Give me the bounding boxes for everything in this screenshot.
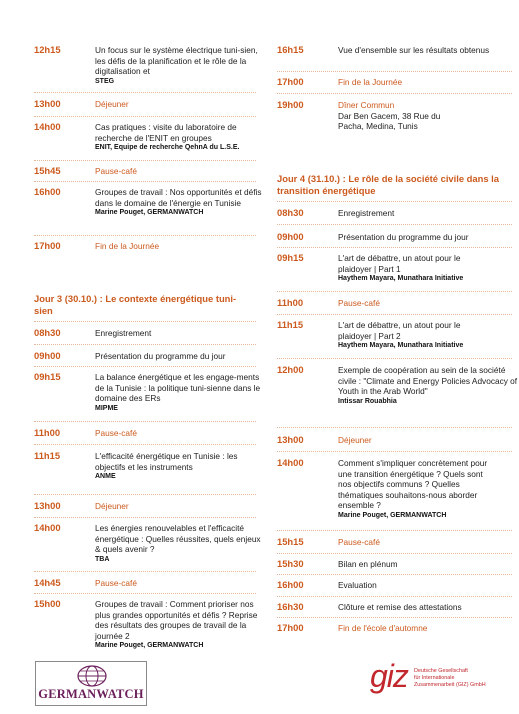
entry-text: Pause-café: [95, 166, 137, 176]
entry-description: [95, 122, 265, 154]
entry-text: Comment s'impliquer concrètement pour une transition énergétique ? Quels sont nos objectifs communs ? Quelles thématiques souhaitons-nous aborder ensemble ?: [338, 458, 488, 511]
entry-time: 15h00: [34, 598, 61, 609]
entry-time: 08h30: [277, 207, 304, 218]
entry-description: [95, 328, 265, 339]
entry-text: Enregistrement: [338, 208, 395, 218]
entry-text: Bilan en plénum: [338, 559, 398, 569]
entry-description: [338, 435, 518, 446]
entry-time: 17h00: [277, 622, 304, 633]
entry-time: 17h00: [34, 240, 61, 251]
entry-time: 14h45: [34, 577, 61, 588]
entry-text: Cas pratiques : visite du laboratoire de recherche de l'ENIT en groupes: [95, 122, 237, 143]
germanwatch-logo: [35, 661, 147, 706]
entry-text: Groupes de travail : Comment prioriser nos plus grandes opportunités et défis ? Reprise des résultats des groupes de travail de la journée 2: [95, 599, 258, 641]
divider: [277, 574, 512, 575]
entry-text: L'efficacité énergétique en Tunisie : les objectifs et les instruments: [95, 451, 238, 472]
divider: [277, 291, 512, 292]
day-heading: Jour 3 (30.10.) : Le contexte énergétique tuni-sien: [34, 293, 237, 316]
entry-time: 14h00: [277, 457, 304, 468]
entry-text: Un focus sur le système électrique tuni-sien, les défis de la planification et le rôle de la digitalisation et: [95, 45, 258, 77]
divider: [34, 344, 256, 345]
divider: [34, 181, 256, 182]
divider: [34, 421, 256, 422]
entry-text: Pause-café: [338, 298, 380, 308]
entry-speaker: ENIT, Equipe de recherche QehnA du L.S.E.: [95, 144, 240, 152]
day-heading: Jour 4 (31.10.) : Le rôle de la société civile dans la transition énergétique: [277, 173, 499, 196]
entry-time: 12h15: [34, 44, 61, 55]
entry-text: Présentation du programme du jour: [95, 351, 226, 361]
entry-time: 08h30: [34, 327, 61, 338]
entry-description: [338, 320, 518, 352]
entry-speaker: MIPME: [95, 404, 118, 412]
divider: [277, 553, 512, 554]
entry-text: L'art de débattre, un atout pour le plaidoyer | Part 1: [338, 253, 461, 274]
entry-text: Pause-café: [95, 428, 137, 438]
divider: [34, 160, 256, 161]
entry-description: [338, 232, 518, 243]
divider: [277, 71, 512, 72]
entry-text: Pause-café: [338, 537, 380, 547]
divider: [34, 366, 256, 367]
entry-speaker: Intissar Rouabhia: [338, 397, 397, 405]
entry-text: Enregistrement: [95, 328, 152, 338]
divider: [34, 494, 256, 495]
entry-text: La balance énergétique et les engage-ments de la Tunisie : la politique tuni-sienne dans le domaine des ERs: [95, 372, 261, 404]
entry-speaker: Haythem Mayara, Munathara Initiative: [338, 275, 464, 283]
entry-time: 19h00: [277, 99, 304, 110]
divider: [34, 593, 256, 594]
entry-text: Clôture et remise des attestations: [338, 602, 462, 612]
entry-time: 13h00: [277, 434, 304, 445]
entry-description: [95, 45, 265, 87]
entry-text: Vue d'ensemble sur les résultats obtenus: [338, 45, 490, 55]
divider: [34, 444, 256, 445]
entry-time: 16h15: [277, 44, 304, 55]
entry-text: Dîner Commun: [338, 100, 395, 110]
entry-text: Les énergies renouvelables et l'efficacité énergétique : Quelles réussites, quels enjeux & quels avenir ?: [95, 523, 261, 555]
entry-speaker: ANME: [95, 473, 116, 481]
entry-time: 14h00: [34, 121, 61, 132]
entry-description: [338, 298, 518, 309]
entry-description: [338, 559, 518, 570]
entry-description: [338, 100, 518, 132]
entry-description: [338, 365, 518, 407]
entry-time: 09h15: [34, 371, 61, 382]
germanwatch-wordmark: GERMANWATCH: [38, 687, 144, 701]
divider: [277, 358, 512, 359]
giz-name-line: für Internationale: [414, 675, 455, 681]
divider: [277, 617, 512, 618]
entry-time: 09h15: [277, 252, 304, 263]
entry-description: [95, 523, 265, 565]
entry-description: [95, 99, 265, 110]
entry-time: 11h15: [277, 319, 304, 330]
entry-description: [95, 599, 265, 652]
entry-time: 12h00: [277, 364, 304, 375]
entry-time: 15h15: [277, 536, 304, 547]
entry-description: [95, 451, 265, 483]
globe-icon: [72, 665, 112, 687]
entry-speaker: STEG: [95, 77, 115, 85]
entry-time: 16h00: [277, 579, 304, 590]
entry-text: Fin de l'école d'automne: [338, 623, 428, 633]
entry-time: 17h00: [277, 76, 304, 87]
divider: [34, 321, 256, 322]
divider: [34, 235, 256, 236]
entry-time: 15h45: [34, 165, 61, 176]
entry-time: 15h30: [277, 558, 304, 569]
entry-time: 14h00: [34, 522, 61, 533]
divider: [34, 116, 256, 117]
divider: [277, 427, 512, 428]
entry-speaker: Marine Pouget, GERMANWATCH: [95, 642, 204, 650]
entry-text: Fin de la Journée: [95, 241, 160, 251]
giz-name-line: Zusammenarbeit (GIZ) GmbH: [414, 682, 486, 688]
entry-time: 11h15: [34, 450, 61, 461]
entry-description: [338, 623, 518, 634]
divider: [34, 517, 256, 518]
divider: [34, 571, 256, 572]
entry-description: [338, 208, 518, 219]
entry-description: [95, 501, 265, 512]
entry-description: [95, 428, 265, 439]
entry-time: 09h00: [277, 231, 304, 242]
entry-time: 09h00: [34, 350, 61, 361]
entry-description: [338, 537, 518, 548]
entry-speaker: Haythem Mayara, Munathara Initiative: [338, 342, 464, 350]
entry-text: Exemple de coopération au sein de la société civile : "Climate and Energy Policies Advocacy of Youth in the Arab World": [338, 365, 518, 397]
entry-time: 16h00: [34, 186, 61, 197]
entry-description: [95, 187, 265, 219]
entry-text: Déjeuner: [338, 435, 372, 445]
entry-description: [338, 77, 518, 88]
entry-address: Dar Ben Gacem, 38 Rue du Pacha, Medina, Tunis: [338, 110, 441, 132]
entry-time: 16h30: [277, 601, 304, 612]
divider: [277, 224, 512, 225]
entry-time: 13h00: [34, 98, 61, 109]
giz-name-line: Deutsche Gesellschaft: [414, 668, 468, 674]
entry-description: [95, 241, 265, 252]
entry-description: [338, 45, 518, 56]
entry-text: Fin de la Journée: [338, 77, 403, 87]
entry-text: Pause-café: [95, 578, 137, 588]
giz-full-name: [414, 668, 486, 689]
entry-speaker: Marine Pouget, GERMANWATCH: [338, 511, 447, 519]
entry-description: [95, 372, 265, 414]
divider: [277, 247, 512, 248]
divider: [277, 530, 512, 531]
entry-description: [338, 253, 518, 285]
entry-text: Présentation du programme du jour: [338, 232, 469, 242]
entry-text: Déjeuner: [95, 99, 129, 109]
divider: [34, 92, 256, 93]
entry-time: 13h00: [34, 500, 61, 511]
divider: [277, 93, 512, 94]
entry-description: [338, 458, 518, 522]
entry-description: [95, 166, 265, 177]
entry-text: Déjeuner: [95, 501, 129, 511]
divider: [277, 314, 512, 315]
giz-wordmark: giz: [370, 658, 408, 694]
divider: [277, 201, 512, 202]
divider: [277, 596, 512, 597]
entry-description: [338, 580, 518, 591]
divider: [277, 451, 512, 452]
entry-text: L'art de débattre, un atout pour le plaidoyer | Part 2: [338, 320, 461, 341]
entry-speaker: TBA: [95, 555, 110, 563]
entry-speaker: Marine Pouget, GERMANWATCH: [95, 209, 204, 217]
entry-time: 11h00: [277, 297, 304, 308]
entry-text: Groupes de travail : Nos opportunités et défis dans le domaine de l'énergie en Tunisie: [95, 187, 262, 208]
giz-logo: [370, 658, 510, 698]
entry-description: [95, 578, 265, 589]
entry-description: [338, 602, 518, 613]
entry-description: [95, 351, 265, 362]
entry-text: Evaluation: [338, 580, 377, 590]
entry-time: 11h00: [34, 427, 61, 438]
